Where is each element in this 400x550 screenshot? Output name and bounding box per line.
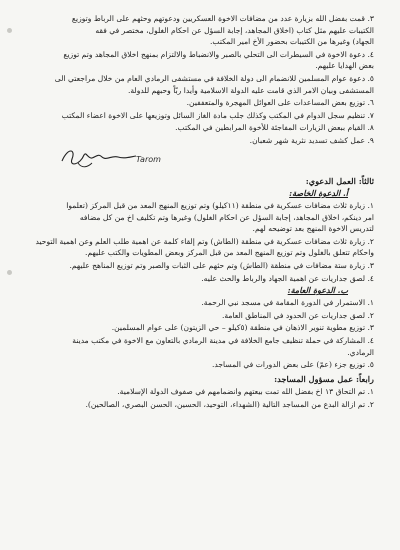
dawah-line: ٤. لصق جداريات عن اهمية الجهاد والرباط والحث عليه. xyxy=(201,273,374,283)
dawah-line: ٣. توزيع مطوية تنوير الاذهان في منطقة (٥كيلو – حي الزيتون) على عوام المسلمين. xyxy=(111,323,374,333)
activity-line: ٣. قمت بفضل الله بزيارة عدد من مضافات الاخوة العسكريين ودعوتهم وحثهم على الرباط وتوزيع xyxy=(71,14,374,23)
activity-line: الجهاد) وغيرها من الكتيبات بحضور الأخ امير المكتب. xyxy=(210,37,374,47)
subsection-title: ب. الدعوة العامة: xyxy=(287,285,348,296)
activity-line: المستشفى وبيان الامر الذي قامت عليه الدولة الاسلامية وأيدا ربّاً وحبهم للدولة. xyxy=(127,85,374,95)
activities-list xyxy=(14,13,374,147)
activity-line: بعض الهدايا عليهم. xyxy=(315,61,374,71)
activity-line: ٨. القيام ببعض الزيارات المفاجئة للأخوة المرابطين في المكتب. xyxy=(175,123,374,133)
activity-line: ٧. تنظيم سجل الدوام في المكتب وكذلك جلب مادة الغاز السائل وتوزيعها على الاخوة اعضاء المكتب xyxy=(61,110,374,120)
dawah-line: لتدريس الاخوة المنهج بعد توضيحه لهم. xyxy=(252,224,374,234)
activity-line: ٩. عمل كشف تسديد نثرية شهر شعبان. xyxy=(249,135,374,145)
mosques-line: ٢. تم ازالة البدع من المساجد التالية (الشهداء، التوحيد، الحسين، الحسن البصري، الصالحين). xyxy=(85,399,374,409)
activity-line: الكتيبات عليهم مثل كتاب (اخلاق المجاهد، إجابة السؤل عن احكام الغلول، مختصر في فقه xyxy=(95,25,374,35)
dawah-line: واحكام تتعلق بالغلول وتم توزيع المنهج المعد من قبل المركز وبعض المطويات والكتب عليهم. xyxy=(85,248,374,258)
activity-line: ٤. دعوة الاخوة في السيطرات الى التحلي بالصبر والانضباط والالتزام بمنهج اخلاق المجاهد وتم توزيع xyxy=(63,49,374,59)
dawah-section xyxy=(14,175,374,371)
activity-line: ٥. دعوة عوام المسلمين للانضمام الى دولة الخلافة في مستشفى الرمادي العام من خلال مراجعتي الى xyxy=(54,73,374,83)
dawah-line: امر دينكم، اخلاق المجاهد، إجابة السؤل عن احكام الغلول) وغيرها وتم تكليف اخ من كل مضافه xyxy=(79,212,374,222)
dawah-line: الرمادي. xyxy=(347,347,374,357)
mosques-section xyxy=(14,373,374,411)
signature-name: Tarom xyxy=(136,154,161,164)
dawah-line: ١. زيارة ثلاث مضافات عسكرية في منطقة (١١كيلو) وتم توزيع المنهج المعد من قبل المركز (تعلموا xyxy=(66,201,374,211)
section-title: ثالثاً: العمل الدعوي: xyxy=(305,175,374,186)
dawah-line: ٤. المشاركة في حملة تنظيف جامع الخلافة في مدينة الرمادي بالتعاون مع الاخوة في مكتب مدينة xyxy=(72,335,374,345)
dawah-line: ١. الاستمرار في الدورة المقامة في مسجد نبي الرحمة. xyxy=(201,298,374,308)
punch-hole-mark xyxy=(7,270,12,275)
section-title: رابعاً: عمل مسؤول المساجد: xyxy=(274,373,374,384)
mosques-line: ١. تم التحاق ١٣ اخ بفضل الله تمت بيعتهم وانضمامهم في صفوف الدولة الإسلامية. xyxy=(117,387,374,397)
handwritten-signature xyxy=(58,145,138,171)
subsection-title: أ. الدعوة الخاصة: xyxy=(289,188,348,199)
dawah-line: ٣. زيارة ستة مضافات في منطقة (الطاش) وتم حثهم على الثبات والصبر وتم توزيع المناهج عليهم. xyxy=(69,261,374,270)
activity-line: ٦. توزيع بعض المساعدات على العوائل المهجرة والمتعففين. xyxy=(186,98,374,108)
punch-hole-mark xyxy=(7,28,12,33)
dawah-line: ٢. لصق جداريات عن الحدود في المناطق العامة. xyxy=(221,310,374,320)
signature-area xyxy=(14,147,374,173)
dawah-line: ٢. زيارة ثلاث مضافات عسكرية في منطقة (الطاش) وتم إلقاء كلمة عن اهمية طلب العلم وعن اهمية التوحيد xyxy=(35,236,374,246)
dawah-line: ٥. توزيع جزء (عمّ) على بعض الدورات في المساجد. xyxy=(211,360,374,370)
